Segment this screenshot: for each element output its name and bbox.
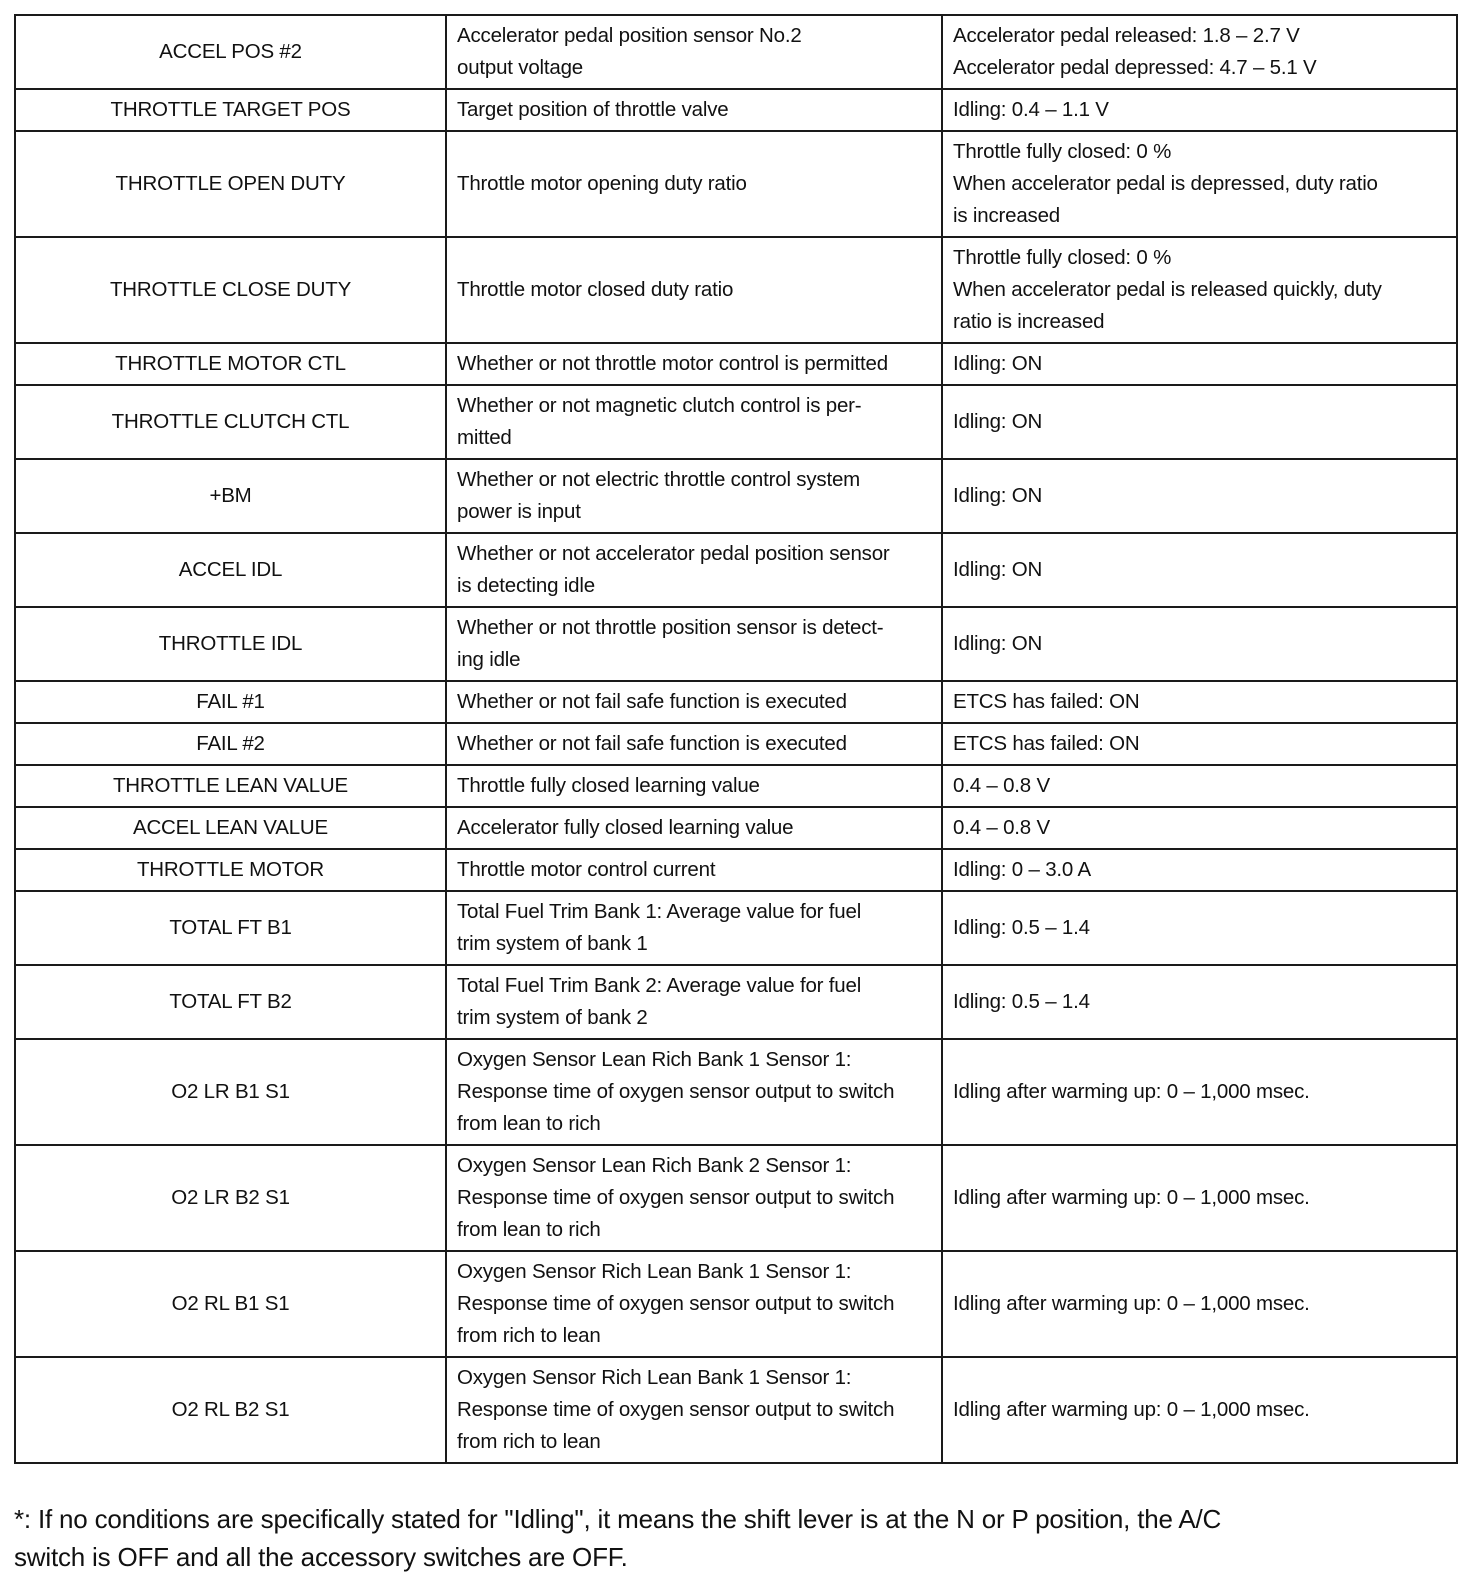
description-line: Response time of oxygen sensor output to switch: [457, 1292, 895, 1315]
condition-line: Idling: 0 – 3.0 A: [953, 858, 1091, 881]
description-line: from rich to lean: [457, 1324, 601, 1347]
description-line: Target position of throttle valve: [457, 98, 729, 121]
table-row: [15, 89, 1457, 131]
table-row: [15, 533, 1457, 607]
condition-cell: [942, 607, 1457, 681]
condition-line: Idling: 0.5 – 1.4: [953, 916, 1090, 939]
description-line: power is input: [457, 500, 581, 523]
item-cell: FAIL #2: [15, 723, 446, 765]
condition-cell: [942, 459, 1457, 533]
item-cell: TOTAL FT B2: [15, 965, 446, 1039]
description-line: is detecting idle: [457, 574, 595, 597]
description-cell: [446, 237, 942, 343]
condition-line: Idling: ON: [953, 410, 1043, 433]
description-cell: [446, 849, 942, 891]
item-cell: THROTTLE MOTOR: [15, 849, 446, 891]
description-cell: [446, 1357, 942, 1463]
table-row: [15, 131, 1457, 237]
condition-line: When accelerator pedal is released quickly, duty: [953, 278, 1382, 301]
condition-cell: [942, 131, 1457, 237]
condition-cell: [942, 1357, 1457, 1463]
item-cell: THROTTLE IDL: [15, 607, 446, 681]
condition-cell: [942, 807, 1457, 849]
description-line: from lean to rich: [457, 1218, 601, 1241]
description-cell: [446, 131, 942, 237]
table-row: [15, 1145, 1457, 1251]
condition-line: Idling: ON: [953, 484, 1043, 507]
condition-line: Idling after warming up: 0 – 1,000 msec.: [953, 1186, 1310, 1209]
description-line: Whether or not throttle motor control is permitted: [457, 352, 888, 375]
table-row: [15, 343, 1457, 385]
item-cell: THROTTLE OPEN DUTY: [15, 131, 446, 237]
condition-cell: [942, 343, 1457, 385]
description-line: Throttle motor control current: [457, 858, 716, 881]
condition-cell: [942, 849, 1457, 891]
description-cell: [446, 343, 942, 385]
condition-line: ETCS has failed: ON: [953, 690, 1140, 713]
condition-line: Throttle fully closed: 0 %: [953, 246, 1172, 269]
table-row: [15, 607, 1457, 681]
condition-cell: [942, 723, 1457, 765]
description-cell: [446, 89, 942, 131]
item-cell: O2 RL B2 S1: [15, 1357, 446, 1463]
description-cell: [446, 15, 942, 89]
description-cell: [446, 965, 942, 1039]
table-row: [15, 1251, 1457, 1357]
description-line: Accelerator pedal position sensor No.2: [457, 24, 802, 47]
description-line: Whether or not electric throttle control system: [457, 468, 861, 491]
description-cell: [446, 1145, 942, 1251]
table-row: [15, 965, 1457, 1039]
condition-line: Accelerator pedal released: 1.8 – 2.7 V: [953, 24, 1300, 47]
table-row: [15, 681, 1457, 723]
description-line: Oxygen Sensor Lean Rich Bank 1 Sensor 1:: [457, 1048, 852, 1071]
condition-cell: [942, 89, 1457, 131]
condition-line: Idling: ON: [953, 632, 1043, 655]
description-line: output voltage: [457, 56, 583, 79]
footnote: [14, 1500, 1462, 1576]
table-row: [15, 723, 1457, 765]
item-cell: TOTAL FT B1: [15, 891, 446, 965]
condition-line: is increased: [953, 204, 1060, 227]
condition-line: ETCS has failed: ON: [953, 732, 1140, 755]
condition-cell: [942, 965, 1457, 1039]
condition-cell: [942, 15, 1457, 89]
condition-cell: [942, 1251, 1457, 1357]
condition-line: 0.4 – 0.8 V: [953, 816, 1050, 839]
item-cell: O2 LR B1 S1: [15, 1039, 446, 1145]
item-cell: ACCEL LEAN VALUE: [15, 807, 446, 849]
description-line: Whether or not accelerator pedal position sensor: [457, 542, 890, 565]
table-row: [15, 807, 1457, 849]
condition-line: When accelerator pedal is depressed, duty ratio: [953, 172, 1378, 195]
condition-cell: [942, 1039, 1457, 1145]
description-line: mitted: [457, 426, 512, 449]
table-row: [15, 1039, 1457, 1145]
table-row: [15, 849, 1457, 891]
description-cell: [446, 607, 942, 681]
condition-line: Idling: ON: [953, 558, 1043, 581]
description-line: Throttle motor opening duty ratio: [457, 172, 747, 195]
table-row: [15, 237, 1457, 343]
table-row: [15, 385, 1457, 459]
item-cell: THROTTLE TARGET POS: [15, 89, 446, 131]
condition-cell: [942, 681, 1457, 723]
description-line: Total Fuel Trim Bank 2: Average value for fuel: [457, 974, 862, 997]
condition-cell: [942, 385, 1457, 459]
description-cell: [446, 533, 942, 607]
condition-line: 0.4 – 0.8 V: [953, 774, 1050, 797]
condition-cell: [942, 765, 1457, 807]
item-cell: ACCEL POS #2: [15, 15, 446, 89]
description-line: trim system of bank 2: [457, 1006, 648, 1029]
condition-line: Idling: 0.5 – 1.4: [953, 990, 1090, 1013]
description-line: Accelerator fully closed learning value: [457, 816, 794, 839]
item-cell: THROTTLE MOTOR CTL: [15, 343, 446, 385]
table-row: [15, 15, 1457, 89]
description-line: Whether or not throttle position sensor is detect-: [457, 616, 884, 639]
condition-cell: [942, 1145, 1457, 1251]
description-line: Total Fuel Trim Bank 1: Average value for fuel: [457, 900, 862, 923]
item-cell: O2 RL B1 S1: [15, 1251, 446, 1357]
description-cell: [446, 891, 942, 965]
table-row: [15, 891, 1457, 965]
description-cell: [446, 681, 942, 723]
table-row: [15, 765, 1457, 807]
table-row: [15, 1357, 1457, 1463]
description-line: from rich to lean: [457, 1430, 601, 1453]
condition-cell: [942, 891, 1457, 965]
table-body: [15, 15, 1457, 1463]
condition-line: Idling: ON: [953, 352, 1043, 375]
description-cell: [446, 459, 942, 533]
item-cell: THROTTLE CLOSE DUTY: [15, 237, 446, 343]
table-row: [15, 459, 1457, 533]
description-line: Response time of oxygen sensor output to switch: [457, 1398, 895, 1421]
condition-cell: [942, 533, 1457, 607]
condition-line: Idling after warming up: 0 – 1,000 msec.: [953, 1292, 1310, 1315]
condition-line: Idling after warming up: 0 – 1,000 msec.: [953, 1080, 1310, 1103]
item-cell: +BM: [15, 459, 446, 533]
item-cell: THROTTLE CLUTCH CTL: [15, 385, 446, 459]
description-line: Oxygen Sensor Lean Rich Bank 2 Sensor 1:: [457, 1154, 852, 1177]
description-line: ing idle: [457, 648, 521, 671]
description-line: Response time of oxygen sensor output to switch: [457, 1186, 895, 1209]
description-line: trim system of bank 1: [457, 932, 648, 955]
condition-line: Idling: 0.4 – 1.1 V: [953, 98, 1109, 121]
condition-cell: [942, 237, 1457, 343]
diagnostic-data-table: [14, 14, 1458, 1464]
description-cell: [446, 385, 942, 459]
description-line: Response time of oxygen sensor output to switch: [457, 1080, 895, 1103]
description-line: Whether or not magnetic clutch control is per-: [457, 394, 862, 417]
description-cell: [446, 765, 942, 807]
description-cell: [446, 1039, 942, 1145]
description-line: Oxygen Sensor Rich Lean Bank 1 Sensor 1:: [457, 1260, 852, 1283]
description-line: Throttle motor closed duty ratio: [457, 278, 734, 301]
description-cell: [446, 1251, 942, 1357]
description-line: Oxygen Sensor Rich Lean Bank 1 Sensor 1:: [457, 1366, 852, 1389]
item-cell: THROTTLE LEAN VALUE: [15, 765, 446, 807]
description-line: Throttle fully closed learning value: [457, 774, 760, 797]
condition-line: Idling after warming up: 0 – 1,000 msec.: [953, 1398, 1310, 1421]
condition-line: Accelerator pedal depressed: 4.7 – 5.1 V: [953, 56, 1317, 79]
item-cell: ACCEL IDL: [15, 533, 446, 607]
description-cell: [446, 807, 942, 849]
description-line: Whether or not fail safe function is executed: [457, 690, 847, 713]
condition-line: ratio is increased: [953, 310, 1105, 333]
item-cell: O2 LR B2 S1: [15, 1145, 446, 1251]
description-line: Whether or not fail safe function is executed: [457, 732, 847, 755]
description-cell: [446, 723, 942, 765]
condition-line: Throttle fully closed: 0 %: [953, 140, 1172, 163]
footnote-line-1: *: If no conditions are specifically stated for "Idling", it means the shift lever is at the N or P position, the A/C: [14, 1504, 1222, 1534]
item-cell: FAIL #1: [15, 681, 446, 723]
description-line: from lean to rich: [457, 1112, 601, 1135]
footnote-line-2: switch is OFF and all the accessory switches are OFF.: [14, 1542, 628, 1572]
